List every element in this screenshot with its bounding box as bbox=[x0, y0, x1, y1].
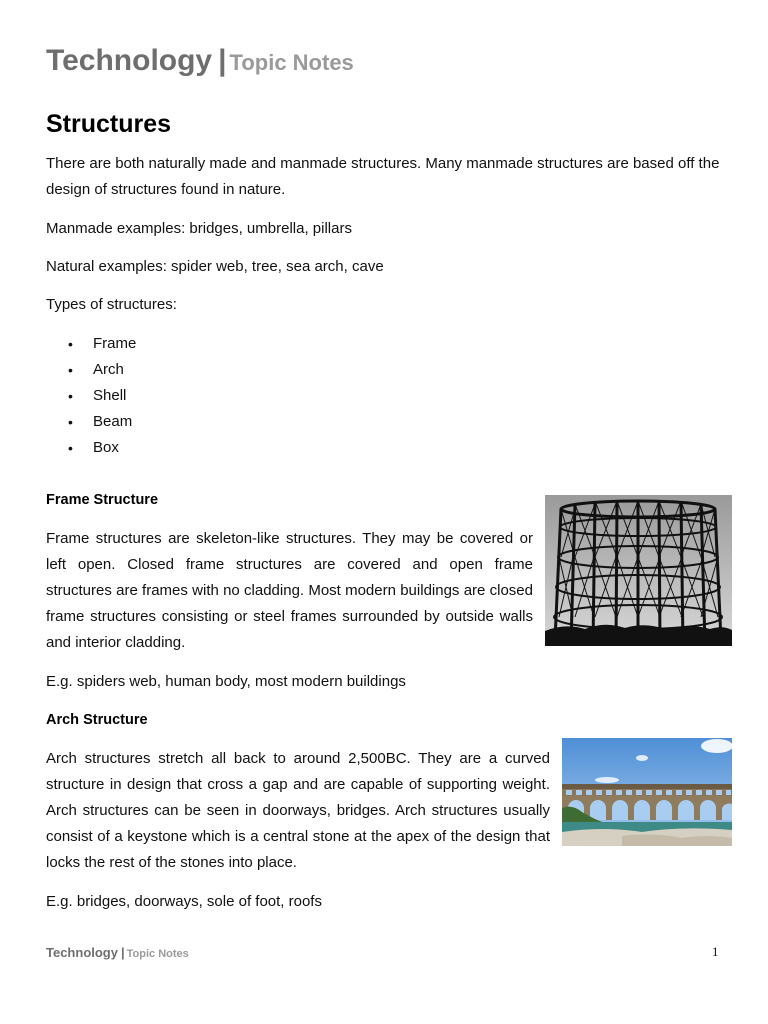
structure-types-list bbox=[46, 331, 136, 461]
document-footer bbox=[46, 944, 189, 962]
footer-title: Technology bbox=[46, 945, 118, 960]
arch-structure-examples: E.g. bridges, doorways, sole of foot, roofs bbox=[46, 893, 322, 910]
list-item: • Arch bbox=[46, 357, 136, 383]
footer-subtitle: Topic Notes bbox=[126, 948, 189, 960]
header-subtitle: Topic Notes bbox=[229, 50, 354, 75]
list-item: • Frame bbox=[46, 331, 136, 357]
types-label: Types of structures: bbox=[46, 296, 177, 313]
arch-structure-heading: Arch Structure bbox=[46, 712, 148, 728]
frame-structure-examples: E.g. spiders web, human body, most modern buildings bbox=[46, 673, 406, 690]
frame-structure-body: Frame structures are skeleton-like structures. They may be covered or left open. Closed frame structures are covered and open frame structures are frames with no cladding. Most modern buildings are closed frame structures consisting or steel frames surrounded by outside walls and interior cladding. bbox=[46, 530, 533, 651]
page-number: 1 bbox=[712, 944, 719, 959]
page-title: Structures bbox=[46, 110, 172, 138]
aqueduct-bridge-photo bbox=[562, 738, 732, 846]
footer-separator: | bbox=[120, 945, 125, 960]
list-item: • Box bbox=[46, 435, 136, 461]
header-title: Technology bbox=[46, 44, 213, 77]
arch-structure-body: Arch structures stretch all back to around 2,500BC. They are a curved structure in design that cross a gap and are capable of supporting weight. Arch structures can be seen in doorways, bridges. Arch structures usually consist of a keystone which is a central stone at the apex of the design that locks the rest of the stones into place. bbox=[46, 750, 550, 871]
natural-examples: Natural examples: spider web, tree, sea arch, cave bbox=[46, 258, 384, 275]
list-item: • Shell bbox=[46, 383, 136, 409]
manmade-examples: Manmade examples: bridges, umbrella, pillars bbox=[46, 220, 352, 237]
document-header bbox=[46, 44, 354, 78]
intro-paragraph: There are both naturally made and manmade structures. Many manmade structures are based off the design of structures found in nature. bbox=[46, 155, 720, 198]
list-item: • Beam bbox=[46, 409, 136, 435]
frame-structure-heading: Frame Structure bbox=[46, 492, 159, 508]
header-separator: | bbox=[218, 44, 227, 77]
gasholder-frame-photo bbox=[545, 495, 732, 646]
